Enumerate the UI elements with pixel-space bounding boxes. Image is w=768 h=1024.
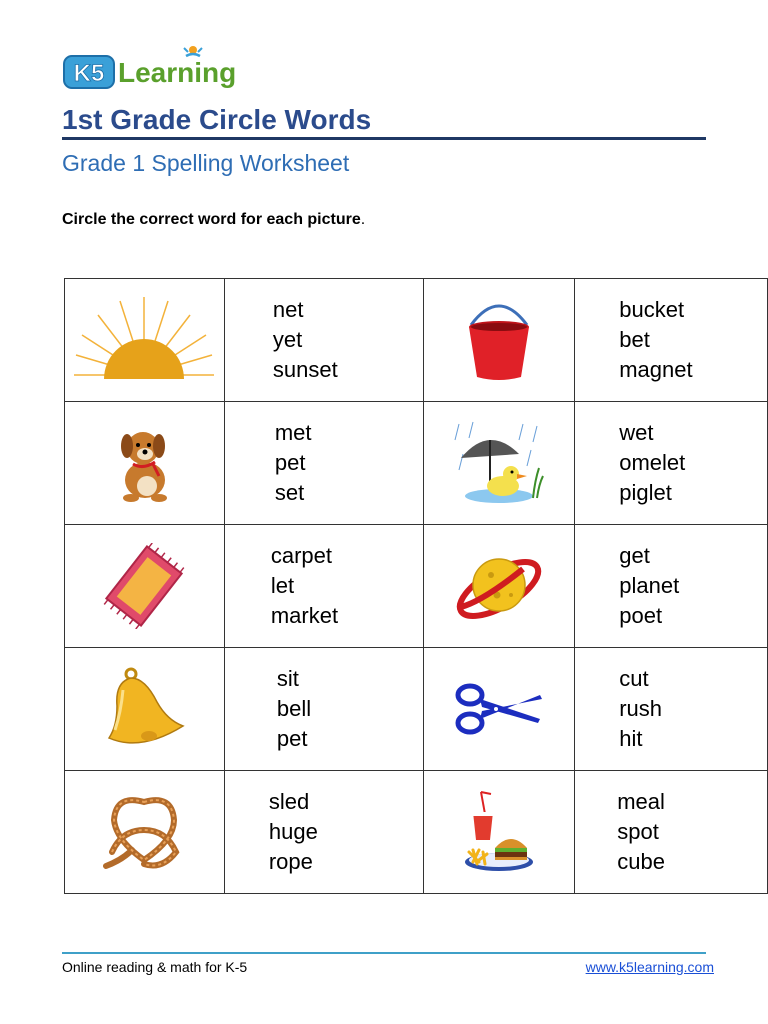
word-choices <box>224 771 423 894</box>
word-option[interactable]: pet <box>276 726 308 751</box>
meal-icon <box>463 790 535 874</box>
picture-cell <box>423 402 574 525</box>
word-option[interactable]: carpet <box>270 543 333 568</box>
picture-cell <box>423 525 574 648</box>
word-option[interactable]: net <box>272 297 304 322</box>
carpet-icon <box>102 543 186 629</box>
svg-text:Learning: Learning <box>118 57 237 88</box>
word-option[interactable]: set <box>274 480 305 505</box>
word-option[interactable]: poet <box>619 603 663 628</box>
bell-icon <box>101 666 187 752</box>
word-option[interactable]: sunset <box>272 357 338 382</box>
word-option[interactable]: cube <box>617 849 665 874</box>
word-option[interactable]: spot <box>617 819 659 844</box>
duck-umbrella-icon <box>453 420 545 506</box>
scissors-icon <box>454 681 544 737</box>
word-option[interactable]: bet <box>619 327 650 352</box>
table-row <box>65 279 768 402</box>
word-option[interactable]: magnet <box>619 357 693 382</box>
picture-cell <box>423 279 574 402</box>
rope-knot-icon <box>102 790 186 874</box>
word-option[interactable]: wet <box>619 420 654 445</box>
word-option[interactable]: meal <box>617 789 665 814</box>
footer-rule <box>62 952 706 954</box>
word-option[interactable]: get <box>619 543 650 568</box>
word-choices <box>575 402 768 525</box>
word-option[interactable]: met <box>274 420 312 445</box>
circle-words-table <box>64 278 768 894</box>
bucket-icon <box>459 295 539 385</box>
title-rule <box>62 137 706 140</box>
word-option[interactable]: planet <box>619 573 680 598</box>
k5-learning-logo <box>62 42 252 92</box>
puppy-icon <box>109 422 179 504</box>
word-option[interactable]: bell <box>276 696 312 721</box>
word-option[interactable]: piglet <box>619 480 672 505</box>
word-option[interactable]: yet <box>272 327 303 352</box>
word-choices <box>224 525 423 648</box>
planet-icon <box>453 543 545 629</box>
word-option[interactable]: sit <box>276 666 299 691</box>
sun-icon <box>68 295 220 385</box>
picture-cell <box>65 525 225 648</box>
table-row <box>65 771 768 894</box>
word-choices <box>575 279 768 402</box>
word-choices <box>575 771 768 894</box>
word-option[interactable]: hit <box>619 726 643 751</box>
picture-cell <box>423 648 574 771</box>
instructions-text: Circle the correct word for each picture <box>62 211 361 228</box>
worksheet-title: 1st Grade Circle Words <box>62 104 372 135</box>
footer-tagline: Online reading & math for K-5 <box>62 959 248 975</box>
word-choices <box>575 525 768 648</box>
word-option[interactable]: bucket <box>619 297 685 322</box>
picture-cell <box>65 402 225 525</box>
word-option[interactable]: sled <box>268 789 310 814</box>
word-option[interactable]: market <box>270 603 339 628</box>
table-row <box>65 402 768 525</box>
word-option[interactable]: huge <box>268 819 318 844</box>
word-option[interactable]: cut <box>619 666 649 691</box>
word-option[interactable]: rope <box>268 849 313 874</box>
picture-cell <box>65 279 225 402</box>
word-option[interactable]: omelet <box>619 450 686 475</box>
instructions-period: . <box>360 211 366 228</box>
word-option[interactable]: rush <box>619 696 663 721</box>
word-choices <box>224 279 423 402</box>
picture-cell <box>423 771 574 894</box>
instructions <box>62 211 365 229</box>
word-choices <box>224 402 423 525</box>
footer-website-link[interactable]: www.k5learning.com <box>585 959 714 975</box>
table-row <box>65 525 768 648</box>
word-option[interactable]: let <box>270 573 295 598</box>
word-choices <box>575 648 768 771</box>
picture-cell <box>65 648 225 771</box>
word-choices <box>224 648 423 771</box>
table-row <box>65 648 768 771</box>
word-option[interactable]: pet <box>274 450 306 475</box>
picture-cell <box>65 771 225 894</box>
worksheet-subtitle: Grade 1 Spelling Worksheet <box>62 150 350 176</box>
svg-text:K5: K5 <box>73 60 105 87</box>
